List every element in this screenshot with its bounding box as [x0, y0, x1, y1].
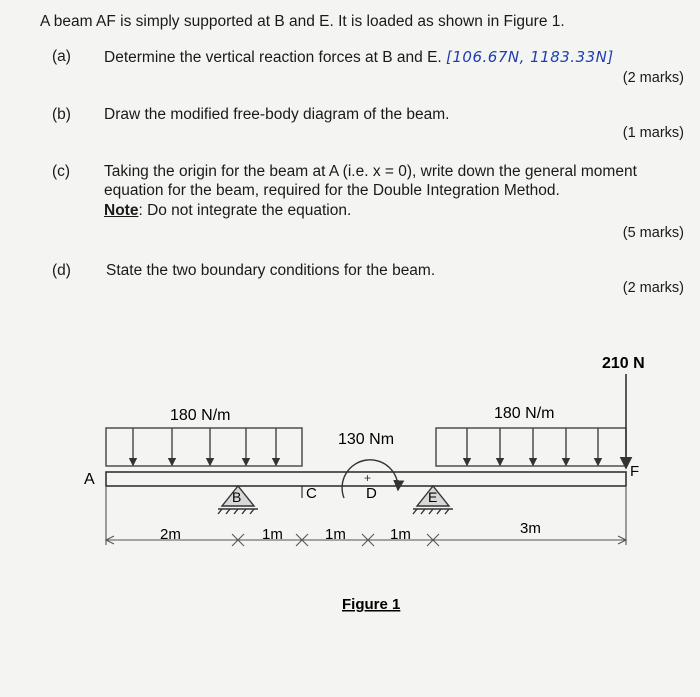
point-e-label: E [428, 489, 438, 505]
note-text: : Do not integrate the equation. [138, 202, 352, 219]
point-d-label: D [366, 485, 377, 502]
question-intro: A beam AF is simply supported at B and E. It is loaded as shown in Figure 1. [40, 13, 565, 30]
udl-left [106, 428, 302, 466]
span-ab-label: 2m [160, 526, 181, 543]
part-d-label: (d) [52, 262, 71, 279]
span-de-label: 1m [390, 526, 411, 543]
span-cd-label: 1m [325, 526, 346, 543]
span-ef-label: 3m [520, 520, 541, 537]
part-b-label: (b) [52, 106, 71, 123]
part-a-question: Determine the vertical reaction forces at B and E. [104, 49, 442, 66]
point-b-label: B [232, 489, 242, 505]
part-c-label: (c) [52, 163, 71, 180]
part-b-text: Draw the modified free-body diagram of the beam. [104, 106, 450, 123]
point-f-label: F [630, 463, 640, 480]
point-load-label: 210 N [602, 355, 645, 372]
handwritten-answer: [106.67N, 1183.33N] [446, 48, 614, 66]
part-b-marks: (1 marks) [622, 125, 684, 141]
span-bc-label: 1m [262, 526, 283, 543]
part-d-text: State the two boundary conditions for the beam. [106, 262, 436, 279]
point-a-label: A [84, 471, 95, 488]
part-a-label: (a) [52, 48, 71, 65]
part-c-line2: equation for the beam, required for the Double Integration Method. [104, 182, 560, 199]
udl-right [436, 428, 626, 466]
moment-label: 130 Nm [338, 431, 395, 448]
figure-caption: Figure 1 [342, 596, 401, 613]
point-c-label: C [306, 485, 317, 502]
udl-left-label: 180 N/m [170, 407, 231, 424]
part-c-marks: (5 marks) [622, 225, 684, 241]
svg-text:+: + [364, 471, 372, 485]
part-d-marks: (2 marks) [622, 280, 684, 296]
udl-right-label: 180 N/m [494, 405, 555, 422]
part-c-line1: Taking the origin for the beam at A (i.e. x = 0), write down the general moment [104, 163, 637, 180]
part-a-marks: (2 marks) [622, 70, 684, 86]
note-label: Note [104, 202, 139, 219]
